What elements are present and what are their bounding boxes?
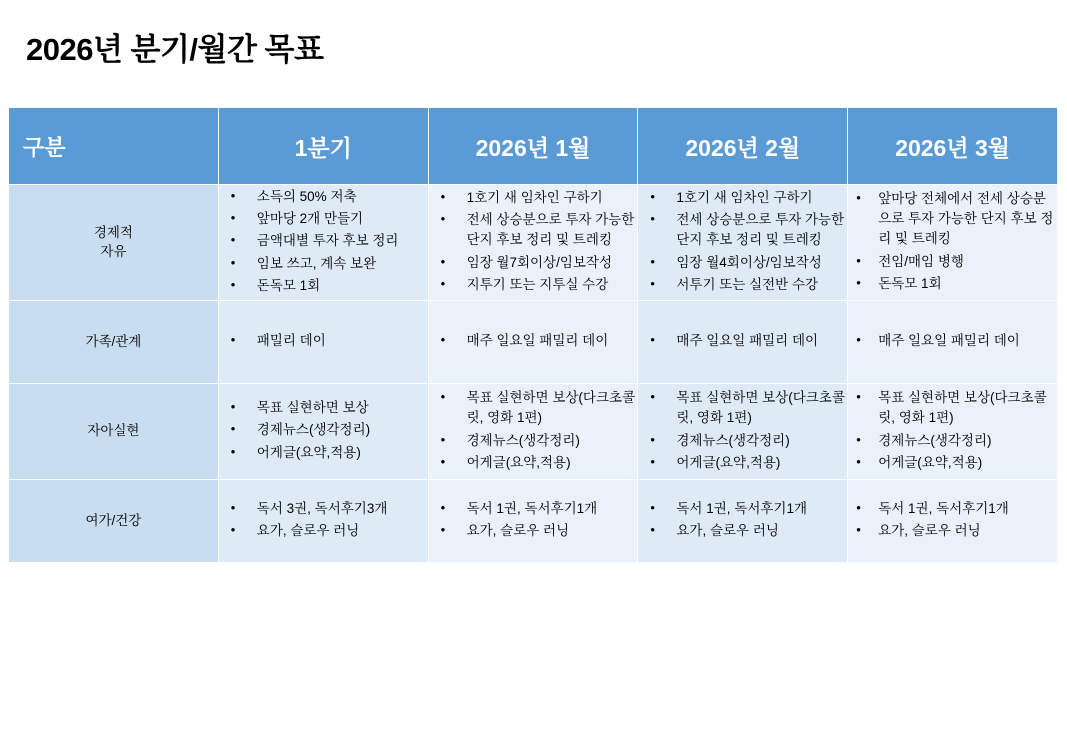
list-item: • 경제뉴스(생각정리) <box>848 431 1057 451</box>
column-header-mar: 2026년 3월 <box>848 108 1058 185</box>
bullet-list <box>638 499 847 542</box>
list-item: • 요가, 슬로우 러닝 <box>848 521 1057 541</box>
list-item: • 임장 월4회이상/임보작성 <box>638 253 847 273</box>
list-item: • 1호기 새 임차인 구하기 <box>638 188 847 208</box>
list-item: • 임보 쓰고, 계속 보완 <box>219 254 428 274</box>
list-item: • 지투기 또는 지투실 수강 <box>429 275 638 295</box>
list-item: • 어게글(요약,적용) <box>638 453 847 473</box>
column-header-category: 구분 <box>9 108 219 185</box>
bullet-list <box>429 331 638 351</box>
list-item: • 매주 일요일 패밀리 데이 <box>848 331 1057 351</box>
bullet-list <box>219 499 428 542</box>
list-item: • 목표 실현하면 보상(다크초콜릿, 영화 1편) <box>638 388 847 429</box>
table-header-row <box>9 108 1058 185</box>
list-item: • 독서 1권, 독서후기1개 <box>638 499 847 519</box>
table-body <box>9 185 1058 563</box>
list-item: • 어게글(요약,적용) <box>429 453 638 473</box>
bullet-list <box>848 189 1057 294</box>
list-item: • 앞마당 전체에서 전세 상승분으로 투자 가능한 단지 후보 정리 및 트레킹 <box>848 189 1057 250</box>
table-row <box>9 480 1058 563</box>
list-item: • 전세 상승분으로 투자 가능한 단지 후보 정리 및 트레킹 <box>638 210 847 251</box>
list-item: • 요가, 슬로우 러닝 <box>219 521 428 541</box>
cell-economic-mar <box>848 185 1058 301</box>
cell-leisure-q1 <box>218 480 428 563</box>
bullet-list <box>638 331 847 351</box>
list-item: • 독서 3권, 독서후기3개 <box>219 499 428 519</box>
cell-self-jan <box>428 384 638 480</box>
list-item: • 경제뉴스(생각정리) <box>429 431 638 451</box>
bullet-list <box>848 388 1057 473</box>
bullet-list <box>848 499 1057 542</box>
bullet-list <box>219 398 428 463</box>
page-title: 2026년 분기/월간 목표 <box>26 32 324 67</box>
bullet-list <box>848 331 1057 351</box>
list-item: • 목표 실현하면 보상(다크초콜릿, 영화 1편) <box>848 388 1057 429</box>
cell-leisure-mar <box>848 480 1058 563</box>
column-header-jan: 2026년 1월 <box>428 108 638 185</box>
bullet-list <box>638 388 847 473</box>
list-item: • 경제뉴스(생각정리) <box>638 431 847 451</box>
list-item: • 패밀리 데이 <box>219 331 428 351</box>
row-label-economic-freedom <box>9 185 219 301</box>
list-item: • 경제뉴스(생각정리) <box>219 420 428 440</box>
cell-self-mar <box>848 384 1058 480</box>
list-item: • 목표 실현하면 보상 <box>219 398 428 418</box>
list-item: • 금액대별 투자 후보 정리 <box>219 231 428 251</box>
row-label-family-relationship: 가족/관계 <box>9 301 219 384</box>
list-item: • 어게글(요약,적용) <box>219 443 428 463</box>
cell-family-jan <box>428 301 638 384</box>
list-item: • 매주 일요일 패밀리 데이 <box>638 331 847 351</box>
bullet-list <box>219 331 428 351</box>
row-label-line-2: 자유 <box>100 243 127 259</box>
list-item: • 어게글(요약,적용) <box>848 453 1057 473</box>
table-header <box>9 108 1058 185</box>
list-item: • 앞마당 2개 만들기 <box>219 209 428 229</box>
cell-family-feb <box>638 301 848 384</box>
table-row <box>9 185 1058 301</box>
goal-table <box>8 107 1058 563</box>
cell-economic-jan <box>428 185 638 301</box>
table-row <box>9 301 1058 384</box>
list-item: • 독서 1권, 독서후기1개 <box>848 499 1057 519</box>
bullet-list <box>429 188 638 295</box>
bullet-list <box>429 388 638 473</box>
cell-self-feb <box>638 384 848 480</box>
column-header-q1: 1분기 <box>218 108 428 185</box>
list-item: • 임장 월7회이상/임보작성 <box>429 253 638 273</box>
list-item: • 전세 상승분으로 투자 가능한 단지 후보 정리 및 트레킹 <box>429 210 638 251</box>
list-item: • 요가, 슬로우 러닝 <box>429 521 638 541</box>
list-item: • 1호기 새 임차인 구하기 <box>429 188 638 208</box>
row-label-line-1: 경제적 <box>93 225 133 241</box>
list-item: • 서투기 또는 실전반 수강 <box>638 275 847 295</box>
row-label-self-realization: 자아실현 <box>9 384 219 480</box>
row-label-leisure-health: 여가/건강 <box>9 480 219 563</box>
cell-economic-feb <box>638 185 848 301</box>
cell-leisure-feb <box>638 480 848 563</box>
table-row <box>9 384 1058 480</box>
bullet-list <box>638 188 847 295</box>
cell-self-q1 <box>218 384 428 480</box>
bullet-list <box>219 187 428 296</box>
cell-family-q1 <box>218 301 428 384</box>
list-item: • 매주 일요일 패밀리 데이 <box>429 331 638 351</box>
list-item: • 돈독모 1회 <box>848 274 1057 294</box>
cell-economic-q1 <box>218 185 428 301</box>
list-item: • 소득의 50% 저축 <box>219 187 428 207</box>
column-header-feb: 2026년 2월 <box>638 108 848 185</box>
cell-family-mar <box>848 301 1058 384</box>
bullet-list <box>429 499 638 542</box>
list-item: • 돈독모 1회 <box>219 276 428 296</box>
list-item: • 요가, 슬로우 러닝 <box>638 521 847 541</box>
cell-leisure-jan <box>428 480 638 563</box>
list-item: • 독서 1권, 독서후기1개 <box>429 499 638 519</box>
list-item: • 목표 실현하면 보상(다크초콜릿, 영화 1편) <box>429 388 638 429</box>
list-item: • 전임/매임 병행 <box>848 252 1057 272</box>
